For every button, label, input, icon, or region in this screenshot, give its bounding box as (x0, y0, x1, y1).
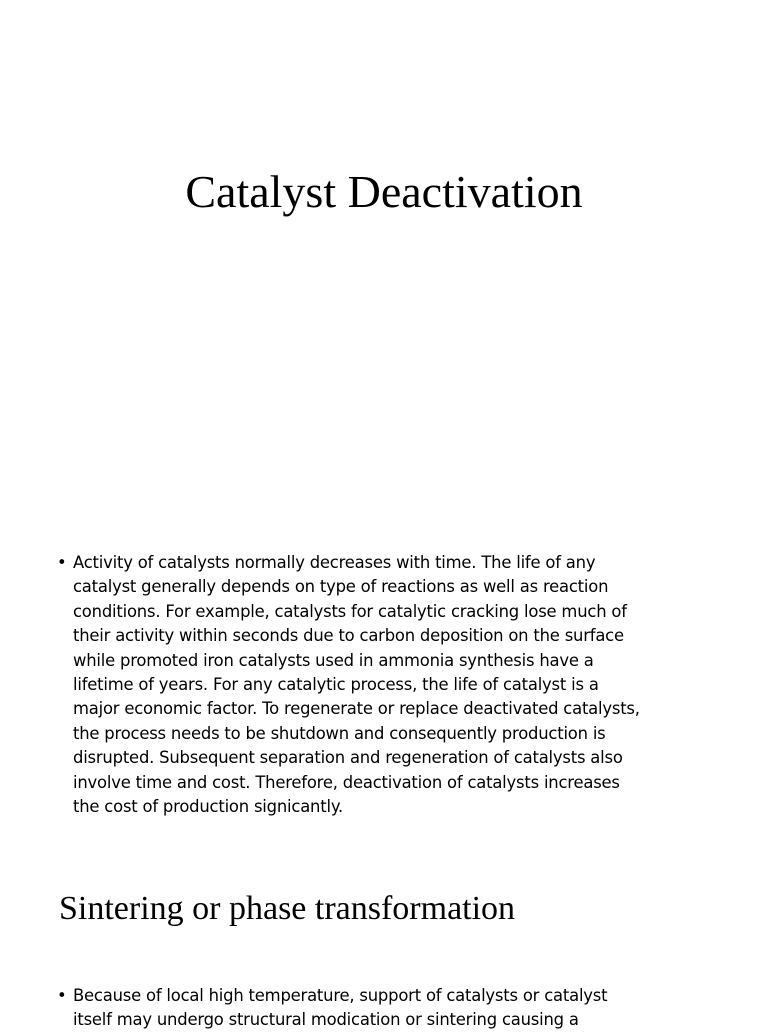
text-line: the process needs to be shutdown and consequently production is (73, 723, 606, 743)
text-line: catalyst generally depends on type of reactions as well as reaction (73, 577, 609, 597)
text-line: the cost of production signicantly. (73, 797, 343, 817)
text-line: their activity within seconds due to carbon deposition on the surface (73, 626, 624, 646)
text-line: Activity of catalysts normally decreases with time. The life of any (73, 553, 596, 572)
text-line: Because of local high temperature, support of catalysts or catalyst (73, 986, 608, 1005)
sintering-bullet (57, 984, 717, 1033)
intro-bullet (57, 551, 717, 819)
section-heading: Sintering or phase transformation (59, 890, 516, 927)
text-line: major economic factor. To regenerate or replace deactivated catalysts, (73, 699, 640, 719)
sintering-paragraph (73, 984, 717, 1033)
text-line: lifetime of years. For any catalytic process, the life of catalyst is a (73, 675, 599, 695)
bullet-marker: • (57, 986, 67, 1005)
text-line: disrupted. Subsequent separation and regeneration of catalysts also (73, 748, 623, 768)
text-line: conditions. For example, catalysts for catalytic cracking lose much of (73, 601, 627, 621)
bullet-marker: • (57, 553, 67, 572)
intro-paragraph (73, 551, 717, 819)
text-line: while promoted iron catalysts used in ammonia synthesis have a (73, 650, 594, 670)
slide-title: Catalyst Deactivation (185, 166, 583, 217)
text-line: itself may undergo structural modication or sintering causing a (73, 1010, 579, 1030)
text-line: involve time and cost. Therefore, deactivation of catalysts increases (73, 772, 620, 792)
